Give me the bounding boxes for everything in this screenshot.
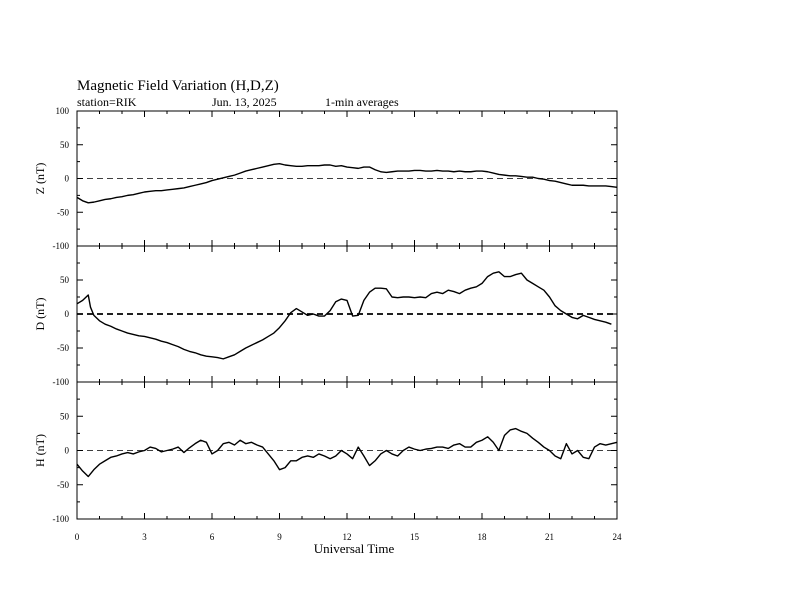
x-tick-label: 12 [342,532,352,542]
panel-h [33,382,617,524]
x-tick-label: 3 [142,532,147,542]
series-line-h [77,429,617,477]
y-axis-label-d: D (nT) [33,297,47,331]
x-tick-label: 24 [612,532,622,542]
y-tick-label: 50 [60,275,69,285]
y-tick-label: 0 [64,309,69,319]
x-tick-label: 18 [477,532,487,542]
station-label: station=RIK [77,95,137,109]
y-tick-label: -100 [52,241,69,251]
panel-z [33,106,617,251]
y-tick-label: 50 [60,411,69,422]
date-label: Jun. 13, 2025 [212,95,277,109]
panel-d [33,246,617,387]
series-line-d [77,272,611,359]
x-tick-label: 0 [74,532,80,542]
x-tick-label: 6 [209,532,215,542]
averaging-label: 1-min averages [325,95,399,109]
y-tick-label: 50 [60,139,69,150]
chart-panels [33,106,617,524]
y-axis-label-z: Z (nT) [33,162,47,195]
y-tick-label: 0 [64,445,69,456]
x-tick-label: 15 [410,532,419,542]
y-tick-label: -50 [57,479,69,490]
y-tick-label: 100 [55,106,69,116]
x-tick-label: 9 [277,532,282,542]
y-tick-label: -50 [57,207,69,218]
y-tick-label: -100 [52,377,69,387]
x-axis-label: Universal Time [313,541,395,556]
y-axis-label-h: H (nT) [33,434,47,467]
y-tick-label: -100 [52,514,69,524]
y-tick-label: -50 [57,343,69,353]
chart-title: Magnetic Field Variation (H,D,Z) [77,78,279,94]
x-tick-label: 21 [545,532,554,542]
series-line-z [77,164,617,203]
y-tick-label: 0 [64,173,69,184]
